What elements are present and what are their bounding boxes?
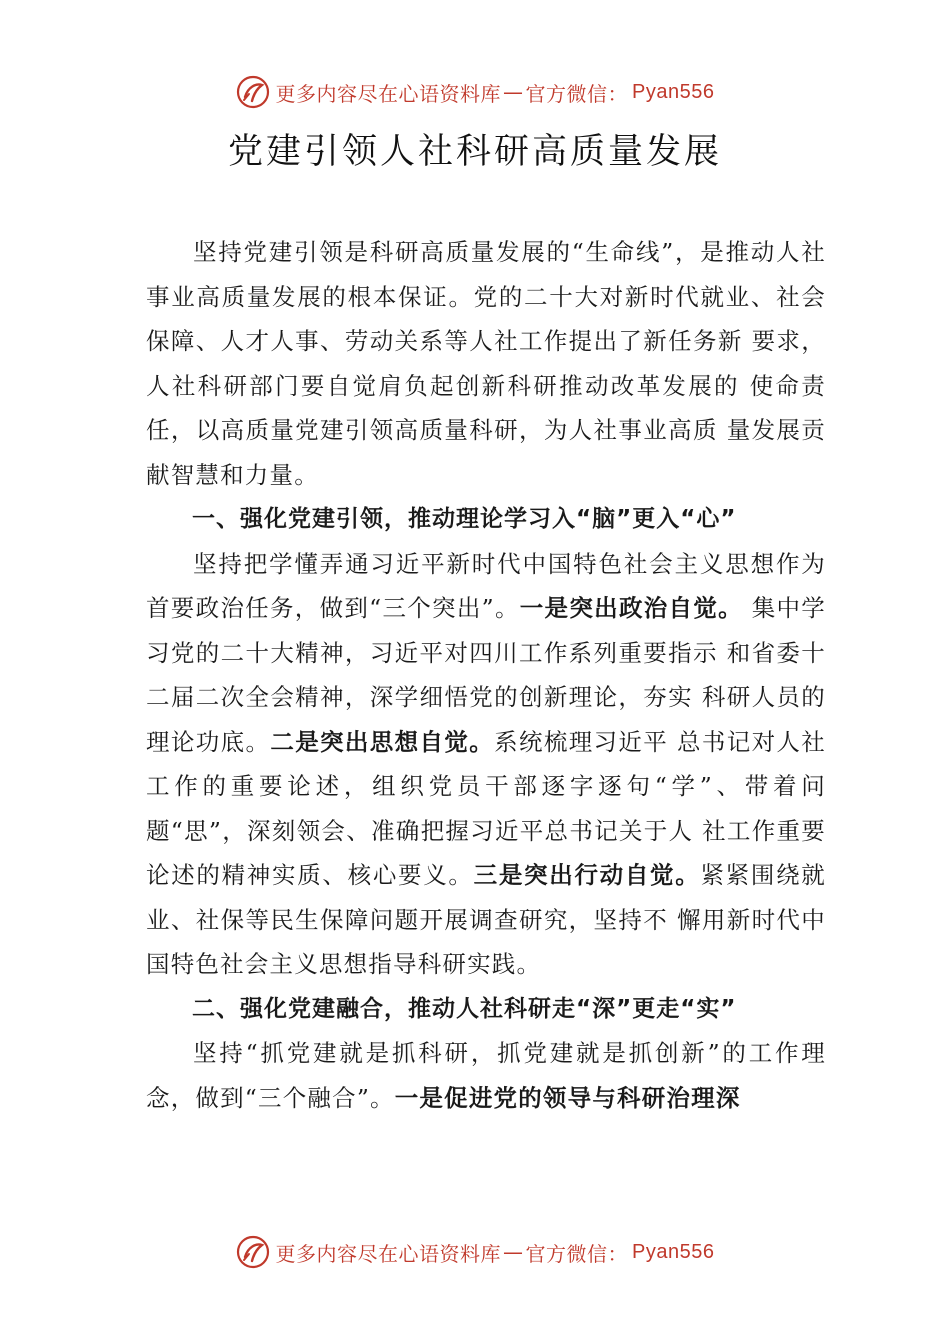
section-1-paragraph <box>146 542 826 987</box>
section-2-point-1-label: 一是促进党的领导与科研治理深 <box>394 1083 741 1112</box>
intro-paragraph: 坚持党建引领是科研高质量发展的“生命线”，是推动人社事业高质量发展的根本保证。党的二十大对新时代就业、社会保障、人才人事、劳动关系等人社工作提出了新任务新 要求，人社科研部门要自觉肩负起创新科研推动改革发展的 使命责任，以高质量党建引领高质量科研，为人社事业高质 量发展贡献智慧和力量。 <box>146 238 826 489</box>
watermark-wechat-label: 官方微信： <box>525 81 629 106</box>
section-1-intro-text: 坚持把学懂弄通习近平新时代中国特色社会主义思想作为首要政治任务，做到“三个突出”。 <box>146 549 826 622</box>
brand-logo-icon <box>236 1235 270 1269</box>
watermark-dash: — <box>503 1240 524 1264</box>
brand-logo-icon <box>236 75 270 109</box>
section-2-heading: 二、强化党建融合，推动人社科研走“深”更走“实” <box>192 995 737 1022</box>
section-1-point-1-label: 一是突出政治自觉。 <box>519 594 743 622</box>
watermark-text: 更多内容尽在心语资料库 <box>275 81 502 106</box>
watermark-wechat-id: Pyan556 <box>632 1240 715 1263</box>
section-2-paragraph <box>146 1031 826 1120</box>
watermark-wechat-label: 官方微信： <box>525 1241 629 1266</box>
section-1-point-1-text: 集中学习党的二十大精神，习近平对四川工作系列重要指示 和省委十二届二次全会精神，深学细悟党的创新理论，夯实 科研人员的理论功底。 <box>146 594 826 756</box>
section-1-point-2-label: 二是突出思想自觉。 <box>270 727 495 756</box>
section-1-point-2-text: 系统梳理习近平 总书记对人社工作的重要论述，组织党员干部逐字逐句“学”、带着问题“思”，深刻领会、准确把握习近平总书记关于人 社工作重要论述的精神实质、核心要义。 <box>146 727 827 889</box>
watermark-wechat-id: Pyan556 <box>632 80 715 103</box>
section-1-point-3-text: 紧紧围绕就业、社保等民生保障问题开展调查研究，坚持不 懈用新时代中国特色社会主义思想指导科研实践。 <box>146 861 826 978</box>
watermark-footer <box>0 1232 950 1272</box>
watermark-text: 更多内容尽在心语资料库 <box>275 1241 502 1266</box>
section-1-point-3-label: 三是突出行动自觉。 <box>473 861 701 889</box>
section-2-intro-text: 坚持“抓党建就是抓科研，抓党建就是抓创新”的工作理念，做到“三个融合”。 <box>146 1039 826 1112</box>
document-body <box>146 230 826 1120</box>
section-1-heading: 一、强化党建引领，推动理论学习入“脑”更入“心” <box>192 506 737 532</box>
watermark-header <box>0 72 950 112</box>
document-title: 党建引领人社科研高质量发展 <box>227 132 722 172</box>
watermark-dash: — <box>503 80 524 104</box>
